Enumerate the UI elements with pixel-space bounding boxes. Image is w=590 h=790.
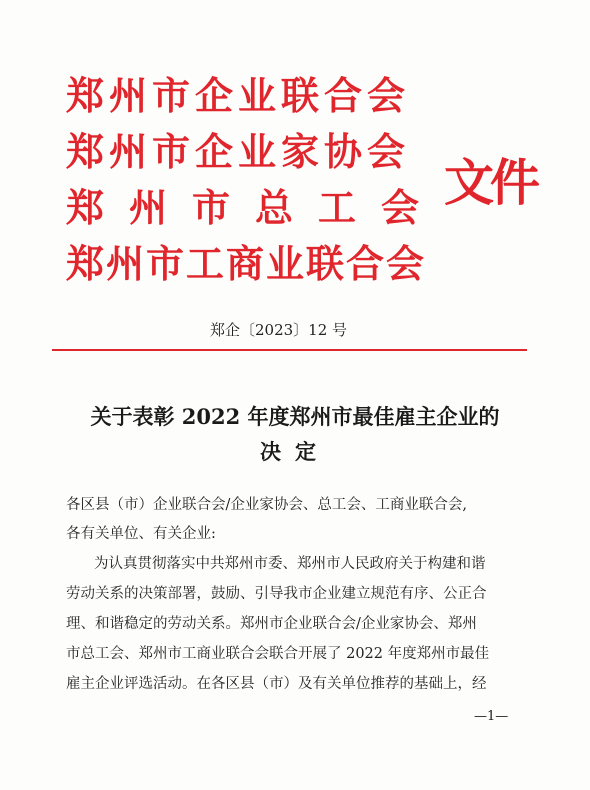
paragraph-1-line-2: 劳动关系的决策部署，鼓励、引导我市企业建立规范有序、公正合 (66, 586, 487, 602)
document-title-line-1: 关于表彰 2022 年度郑州市最佳雇主企业的 (90, 404, 500, 429)
salutation-line-2: 各有关单位、有关企业: (66, 526, 216, 542)
document-type-label: 文件 (444, 153, 536, 212)
issuer-zhengzhou-entrepreneurs-association: 郑州市企业家协会 (66, 129, 411, 174)
salutation-line-1: 各区县（市）企业联合会/企业家协会、总工会、工商业联合会, (66, 497, 467, 513)
document-number: 郑企〔2023〕12 号 (210, 321, 348, 339)
paragraph-1-line-5: 雇主企业评选活动。在各区县（市）及有关单位推荐的基础上，经 (66, 676, 487, 692)
red-divider-line (52, 349, 527, 351)
issuer-zhengzhou-federation-of-trade-unions: 郑州市总工会 (66, 185, 445, 230)
paragraph-1-line-1: 为认真贯彻落实中共郑州市委、郑州市人民政府关于构建和谐 (94, 556, 486, 572)
issuer-zhengzhou-federation-of-industry-commerce: 郑州市工商业联合会 (66, 241, 427, 286)
document-title-line-2: 决定 (260, 439, 330, 464)
paragraph-1-line-4: 市总工会、郑州市工商业联合会联合开展了 2022 年度郑州市最佳 (66, 646, 490, 662)
issuer-zhengzhou-enterprise-confederation: 郑州市企业联合会 (66, 73, 411, 118)
page-number: —1— (474, 709, 509, 724)
paragraph-1-line-3: 理、和谐稳定的劳动关系。郑州市企业联合会/企业家协会、郑州 (66, 616, 477, 632)
